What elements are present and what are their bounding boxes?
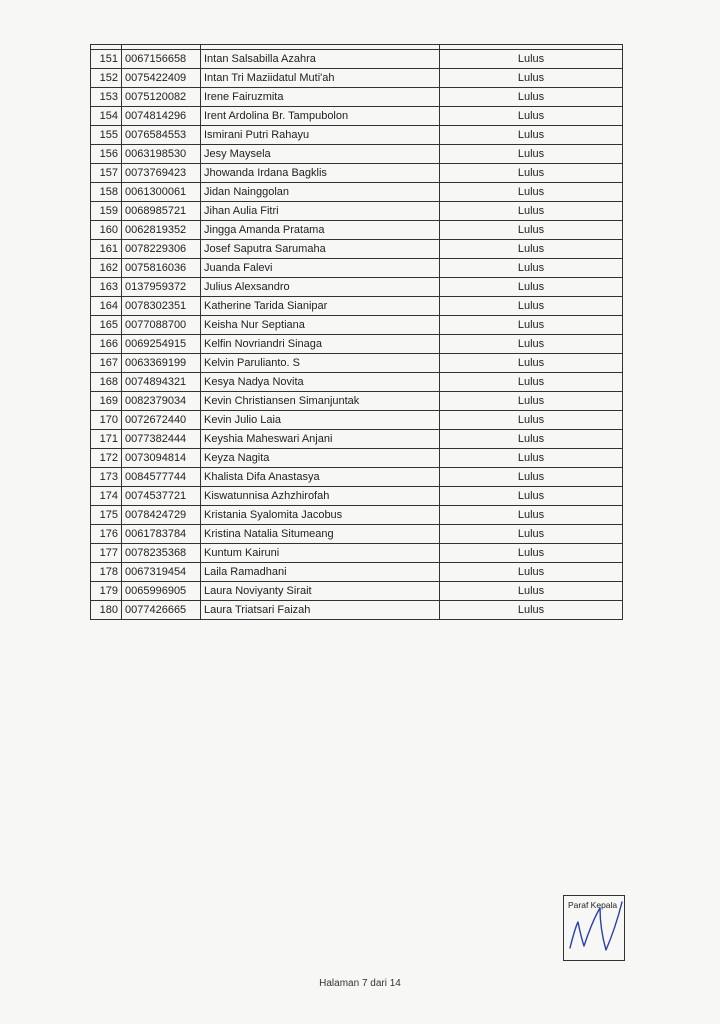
nisn-cell: 0063369199 — [122, 354, 201, 373]
nisn-cell: 0078302351 — [122, 297, 201, 316]
status-cell: Lulus — [440, 183, 623, 202]
table-row — [91, 183, 623, 202]
nisn-cell: 0077382444 — [122, 430, 201, 449]
roster-table-body — [91, 45, 623, 620]
row-number-cell: 151 — [91, 50, 122, 69]
student-name-cell: Jidan Nainggolan — [201, 183, 440, 202]
row-number-cell: 171 — [91, 430, 122, 449]
nisn-cell: 0078229306 — [122, 240, 201, 259]
status-cell: Lulus — [440, 240, 623, 259]
student-name-cell: Kevin Christiansen Simanjuntak — [201, 392, 440, 411]
student-name-cell: Kelfin Novriandri Sinaga — [201, 335, 440, 354]
student-name-cell: Khalista Difa Anastasya — [201, 468, 440, 487]
row-number-cell: 163 — [91, 278, 122, 297]
student-name-cell: Laura Noviyanty Sirait — [201, 582, 440, 601]
table-row — [91, 601, 623, 620]
table-row — [91, 316, 623, 335]
student-name-cell: Jesy Maysela — [201, 145, 440, 164]
status-cell: Lulus — [440, 335, 623, 354]
student-name-cell: Juanda Falevi — [201, 259, 440, 278]
table-row — [91, 202, 623, 221]
student-name-cell: Kiswatunnisa Azhzhirofah — [201, 487, 440, 506]
table-row — [91, 88, 623, 107]
student-name-cell: Laila Ramadhani — [201, 563, 440, 582]
status-cell: Lulus — [440, 468, 623, 487]
status-cell: Lulus — [440, 297, 623, 316]
row-number-cell: 178 — [91, 563, 122, 582]
nisn-cell: 0068985721 — [122, 202, 201, 221]
paraf-kepala-label: Paraf Kepala — [568, 900, 618, 910]
row-number-cell: 177 — [91, 544, 122, 563]
status-cell: Lulus — [440, 449, 623, 468]
nisn-cell: 0061300061 — [122, 183, 201, 202]
nisn-cell: 0074814296 — [122, 107, 201, 126]
student-name-cell: Jhowanda Irdana Bagklis — [201, 164, 440, 183]
table-row — [91, 145, 623, 164]
table-row — [91, 411, 623, 430]
nisn-cell: 0063198530 — [122, 145, 201, 164]
student-name-cell: Keyza Nagita — [201, 449, 440, 468]
paraf-kepala-box — [563, 895, 625, 961]
status-cell: Lulus — [440, 316, 623, 335]
status-cell: Lulus — [440, 145, 623, 164]
status-cell: Lulus — [440, 202, 623, 221]
status-cell: Lulus — [440, 582, 623, 601]
student-name-cell: Kesya Nadya Novita — [201, 373, 440, 392]
nisn-cell: 0073094814 — [122, 449, 201, 468]
row-number-cell: 175 — [91, 506, 122, 525]
nisn-cell: 0065996905 — [122, 582, 201, 601]
row-number-cell: 164 — [91, 297, 122, 316]
student-name-cell: Laura Triatsari Faizah — [201, 601, 440, 620]
student-name-cell: Intan Salsabilla Azahra — [201, 50, 440, 69]
row-number-cell: 152 — [91, 69, 122, 88]
table-row — [91, 240, 623, 259]
table-row — [91, 506, 623, 525]
nisn-cell: 0073769423 — [122, 164, 201, 183]
table-row — [91, 354, 623, 373]
student-name-cell: Intan Tri Maziidatul Muti'ah — [201, 69, 440, 88]
nisn-cell: 0076584553 — [122, 126, 201, 145]
table-row — [91, 468, 623, 487]
status-cell: Lulus — [440, 525, 623, 544]
status-cell: Lulus — [440, 430, 623, 449]
table-row — [91, 582, 623, 601]
row-number-cell: 166 — [91, 335, 122, 354]
row-number-cell: 173 — [91, 468, 122, 487]
table-row — [91, 525, 623, 544]
student-name-cell: Kuntum Kairuni — [201, 544, 440, 563]
table-row — [91, 69, 623, 88]
table-row — [91, 544, 623, 563]
row-number-cell: 156 — [91, 145, 122, 164]
student-name-cell: Kristania Syalomita Jacobus — [201, 506, 440, 525]
table-row — [91, 278, 623, 297]
nisn-cell: 0077088700 — [122, 316, 201, 335]
row-number-cell: 165 — [91, 316, 122, 335]
status-cell: Lulus — [440, 544, 623, 563]
student-name-cell: Jihan Aulia Fitri — [201, 202, 440, 221]
row-number-cell: 153 — [91, 88, 122, 107]
status-cell: Lulus — [440, 411, 623, 430]
row-number-cell: 168 — [91, 373, 122, 392]
nisn-cell: 0062819352 — [122, 221, 201, 240]
row-number-cell: 174 — [91, 487, 122, 506]
row-number-cell: 167 — [91, 354, 122, 373]
table-row — [91, 563, 623, 582]
table-row — [91, 392, 623, 411]
status-cell: Lulus — [440, 278, 623, 297]
status-cell: Lulus — [440, 601, 623, 620]
nisn-cell: 0067319454 — [122, 563, 201, 582]
status-cell: Lulus — [440, 392, 623, 411]
status-cell: Lulus — [440, 126, 623, 145]
row-number-cell: 159 — [91, 202, 122, 221]
nisn-cell: 0072672440 — [122, 411, 201, 430]
nisn-cell: 0075120082 — [122, 88, 201, 107]
status-cell: Lulus — [440, 221, 623, 240]
status-cell: Lulus — [440, 50, 623, 69]
row-number-cell: 169 — [91, 392, 122, 411]
nisn-cell: 0082379034 — [122, 392, 201, 411]
row-number-cell: 155 — [91, 126, 122, 145]
table-row — [91, 335, 623, 354]
row-number-cell: 170 — [91, 411, 122, 430]
nisn-cell: 0074537721 — [122, 487, 201, 506]
student-name-cell: Josef Saputra Sarumaha — [201, 240, 440, 259]
nisn-cell: 0077426665 — [122, 601, 201, 620]
row-number-cell: 154 — [91, 107, 122, 126]
row-number-cell: 180 — [91, 601, 122, 620]
student-name-cell: Jingga Amanda Pratama — [201, 221, 440, 240]
row-number-cell: 158 — [91, 183, 122, 202]
page-number: Halaman 7 dari 14 — [319, 978, 401, 989]
nisn-cell: 0078235368 — [122, 544, 201, 563]
table-row — [91, 449, 623, 468]
table-row — [91, 259, 623, 278]
row-number-cell: 172 — [91, 449, 122, 468]
student-name-cell: Irent Ardolina Br. Tampubolon — [201, 107, 440, 126]
status-cell: Lulus — [440, 373, 623, 392]
nisn-cell: 0067156658 — [122, 50, 201, 69]
student-name-cell: Kelvin Parulianto. S — [201, 354, 440, 373]
status-cell: Lulus — [440, 259, 623, 278]
status-cell: Lulus — [440, 563, 623, 582]
nisn-cell: 0075816036 — [122, 259, 201, 278]
student-name-cell: Keyshia Maheswari Anjani — [201, 430, 440, 449]
nisn-cell: 0061783784 — [122, 525, 201, 544]
row-number-cell: 179 — [91, 582, 122, 601]
table-row — [91, 297, 623, 316]
student-name-cell: Keisha Nur Septiana — [201, 316, 440, 335]
student-name-cell: Irene Fairuzmita — [201, 88, 440, 107]
nisn-cell: 0074894321 — [122, 373, 201, 392]
status-cell: Lulus — [440, 164, 623, 183]
table-row — [91, 107, 623, 126]
student-name-cell: Katherine Tarida Sianipar — [201, 297, 440, 316]
student-name-cell: Kristina Natalia Situmeang — [201, 525, 440, 544]
student-name-cell: Ismirani Putri Rahayu — [201, 126, 440, 145]
student-name-cell: Julius Alexsandro — [201, 278, 440, 297]
row-number-cell: 176 — [91, 525, 122, 544]
status-cell: Lulus — [440, 354, 623, 373]
status-cell: Lulus — [440, 107, 623, 126]
status-cell: Lulus — [440, 506, 623, 525]
nisn-cell: 0137959372 — [122, 278, 201, 297]
table-row — [91, 126, 623, 145]
signature-icon — [564, 896, 624, 960]
status-cell: Lulus — [440, 88, 623, 107]
nisn-cell: 0078424729 — [122, 506, 201, 525]
table-row — [91, 50, 623, 69]
graduation-roster-table — [90, 44, 623, 620]
table-row — [91, 430, 623, 449]
table-row — [91, 164, 623, 183]
status-cell: Lulus — [440, 487, 623, 506]
table-row — [91, 221, 623, 240]
table-row — [91, 373, 623, 392]
row-number-cell: 162 — [91, 259, 122, 278]
nisn-cell: 0084577744 — [122, 468, 201, 487]
table-row — [91, 487, 623, 506]
nisn-cell: 0069254915 — [122, 335, 201, 354]
row-number-cell: 161 — [91, 240, 122, 259]
nisn-cell: 0075422409 — [122, 69, 201, 88]
row-number-cell: 157 — [91, 164, 122, 183]
row-number-cell: 160 — [91, 221, 122, 240]
status-cell: Lulus — [440, 69, 623, 88]
student-name-cell: Kevin Julio Laia — [201, 411, 440, 430]
